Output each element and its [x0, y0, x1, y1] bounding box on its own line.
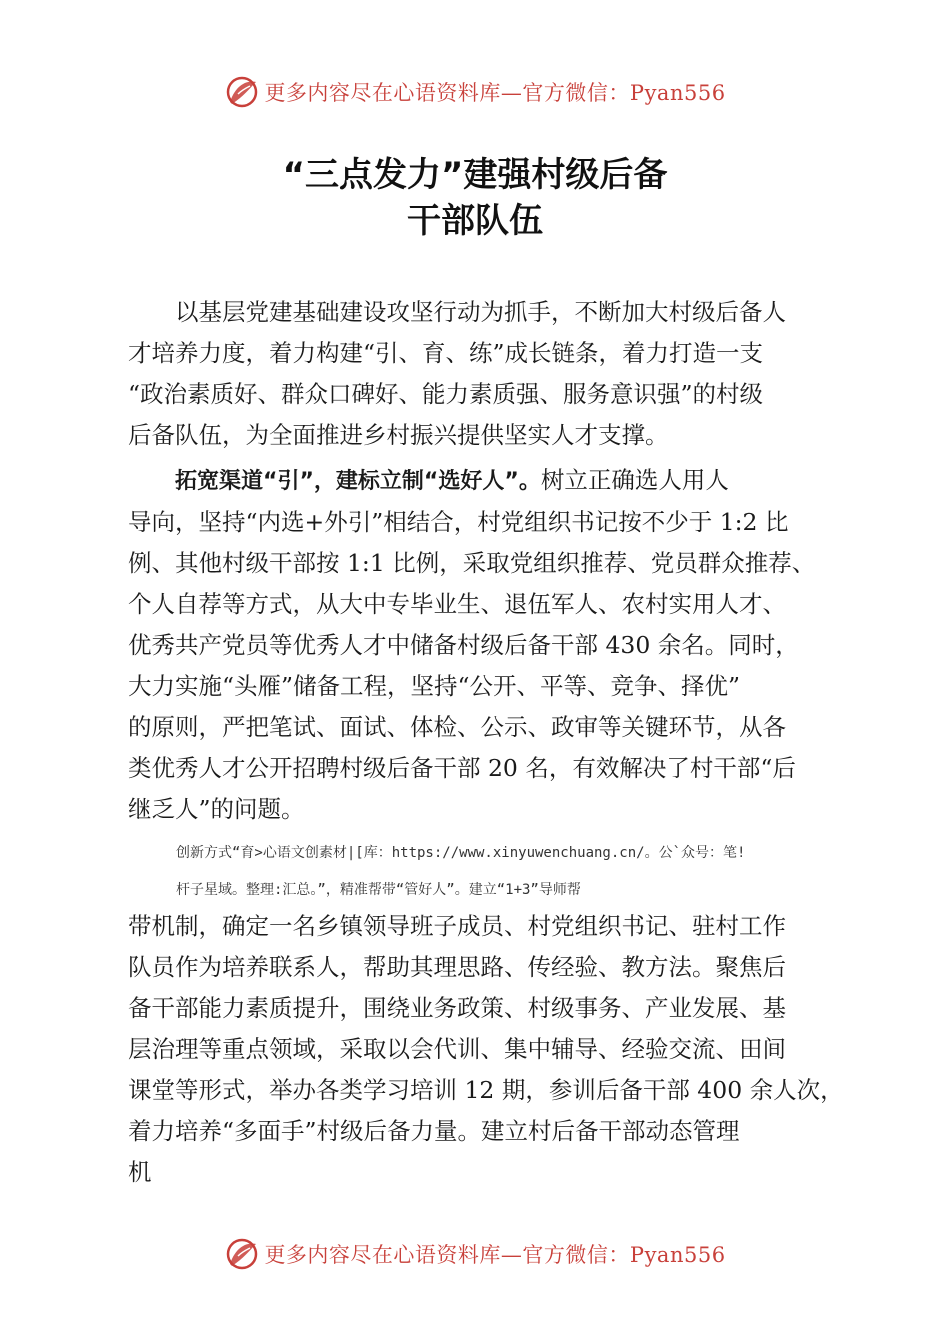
section-1-line: 例、其他村级干部按 1:1 比例，采取党组织推荐、党员群众推荐、: [128, 549, 816, 577]
section-2-line: 层治理等重点领域，采取以会代训、集中辅导、经验交流、田间: [128, 1035, 786, 1063]
section-1-line: 导向，坚持“内选+外引”相结合，村党组织书记按不少于 1:2 比: [128, 508, 789, 536]
section-1-line: 个人自荐等方式，从大中专毕业生、退伍军人、农村实用人才、: [128, 590, 786, 618]
section-2-line: 着力培养“多面手”村级后备力量。建立村后备干部动态管理: [128, 1117, 740, 1145]
title-line-1: “三点发力”建强村级后备: [282, 155, 668, 195]
section-2-line: 备干部能力素质提升，围绕业务政策、村级事务、产业发展、基: [128, 994, 786, 1022]
intro-paragraph: [128, 292, 828, 456]
section-1-line: 大力实施“头雁”储备工程，坚持“公开、平等、竞争、择优”: [128, 672, 741, 700]
header-banner: [0, 72, 950, 112]
source-note-line-2: 杆子星域。整理:汇总。”，精准帮带“管好人”。建立“1+3”导师帮: [176, 882, 581, 898]
intro-line: “政治素质好、群众口碑好、能力素质强、服务意识强”的村级: [128, 380, 764, 408]
title-line-2: 干部队伍: [407, 201, 543, 241]
banner-text: 更多内容尽在心语资料库—官方微信：Pyan556: [264, 81, 726, 105]
section-1-heading: 拓宽渠道“引”，建标立制“选好人”。: [175, 469, 541, 494]
leaf-seal-logo-icon: [224, 1236, 260, 1272]
source-note-line-1: 创新方式“育>心语文创素材|[库：https://www.xinyuwenchuang.cn/。公`众号：笔!: [176, 845, 746, 861]
section-1-line: 优秀共产党员等优秀人才中储备村级后备干部 430 余名。同时，: [128, 631, 799, 659]
document-title: [0, 152, 950, 244]
section-1-first-line: [128, 460, 828, 502]
section-1-paragraph: [128, 460, 828, 830]
section-2-line: 队员作为培养联系人，帮助其理思路、传经验、教方法。聚焦后: [128, 953, 786, 981]
banner-text: 更多内容尽在心语资料库—官方微信：Pyan556: [264, 1243, 726, 1267]
intro-line: 才培养力度，着力构建“引、育、练”成长链条，着力打造一支: [128, 339, 764, 367]
section-1-line: 的原则，严把笔试、面试、体检、公示、政审等关键环节，从各: [128, 713, 786, 741]
section-2-paragraph: [128, 906, 844, 1193]
intro-line: 以基层党建基础建设攻坚行动为抓手，不断加大村级后备人: [175, 298, 786, 326]
intro-line: 后备队伍，为全面推进乡村振兴提供坚实人才支撑。: [128, 421, 669, 449]
leaf-seal-logo-icon: [224, 74, 260, 110]
section-1-first-line-rest: 树立正确选人用人: [540, 466, 729, 494]
section-1-line: 类优秀人才公开招聘村级后备干部 20 名，有效解决了村干部“后: [128, 754, 796, 782]
section-1-line: 继乏人”的问题。: [128, 795, 305, 823]
section-2-line: 带机制，确定一名乡镇领导班子成员、村党组织书记、驻村工作: [128, 912, 786, 940]
section-2-line: 课堂等形式，举办各类学习培训 12 期，参训后备干部 400 余人次，: [128, 1076, 844, 1104]
footer-banner: [0, 1234, 950, 1274]
section-2-line: 机: [128, 1158, 152, 1186]
